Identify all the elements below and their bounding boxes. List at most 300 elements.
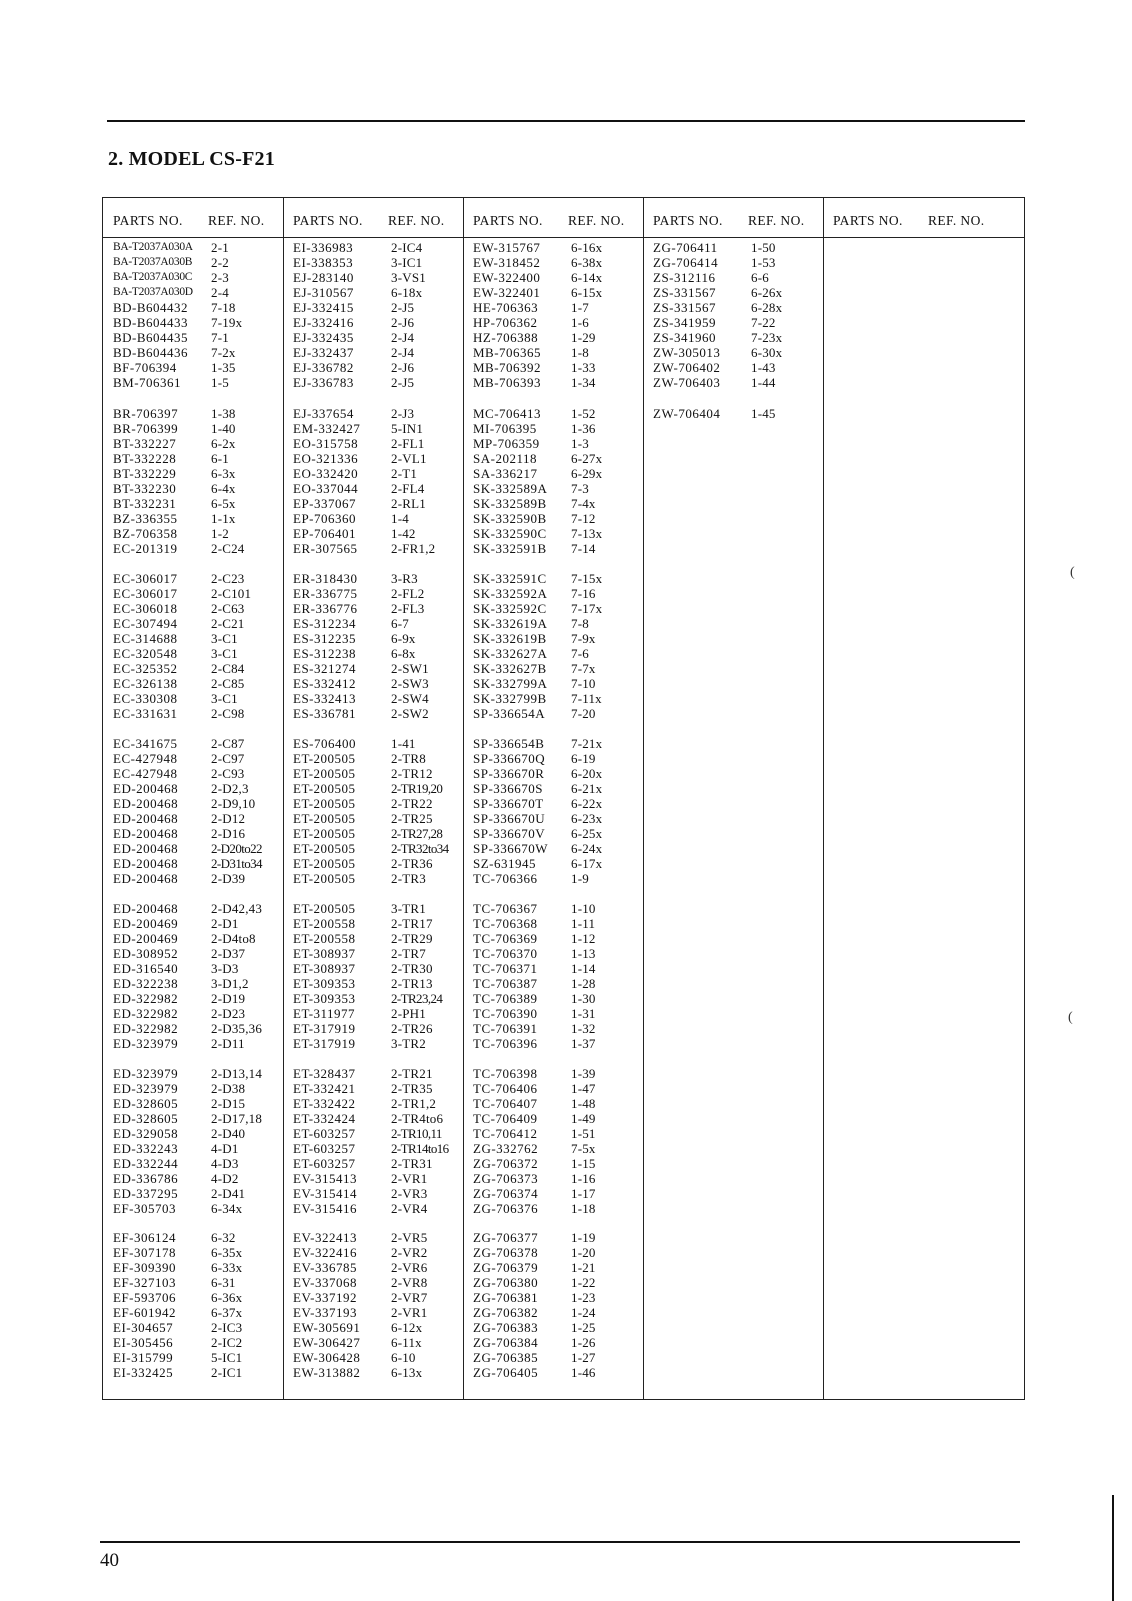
ref-number: 2-TR10,11 — [391, 1126, 442, 1141]
parts-number: SP-336670Q — [473, 751, 546, 766]
ref-number: 2-TR13 — [391, 976, 433, 991]
table-row — [103, 616, 283, 631]
ref-number: 2-TR21 — [391, 1066, 433, 1081]
table-row — [463, 1186, 643, 1201]
parts-number: ED-200468 — [113, 781, 179, 796]
parts-number: EW-313882 — [293, 1365, 361, 1380]
ref-number: 1-18 — [571, 1201, 596, 1216]
parts-number: ES-332412 — [293, 676, 356, 691]
ref-number: 6-30x — [751, 345, 783, 360]
ref-number: 2-VR7 — [391, 1290, 428, 1305]
parts-number: EM-332427 — [293, 421, 361, 436]
ref-number: 2-1 — [211, 240, 229, 255]
table-row — [103, 676, 283, 691]
ref-number: 6-7 — [391, 616, 409, 631]
parts-number: EC-306017 — [113, 571, 178, 586]
ref-number: 2-D19 — [211, 991, 246, 1006]
table-row — [283, 586, 463, 601]
table-row — [103, 1365, 283, 1380]
parts-number: EV-322413 — [293, 1230, 357, 1245]
parts-number: ES-312238 — [293, 646, 356, 661]
ref-number: 2-IC1 — [211, 1365, 243, 1380]
parts-number: ET-317919 — [293, 1021, 356, 1036]
table-row — [103, 1275, 283, 1290]
parts-number: ET-603257 — [293, 1141, 356, 1156]
row-group — [283, 901, 463, 1051]
parts-number: EV-315413 — [293, 1171, 357, 1186]
table-row — [463, 616, 643, 631]
parts-number: ED-316540 — [113, 961, 179, 976]
table-row — [283, 976, 463, 991]
parts-number: EI-315799 — [113, 1350, 174, 1365]
ref-number: 1-29 — [571, 330, 596, 345]
ref-number: 2-TR35 — [391, 1081, 433, 1096]
table-row — [463, 826, 643, 841]
table-row — [103, 345, 283, 360]
ref-number: 2-PH1 — [391, 1006, 426, 1021]
table-row — [463, 1320, 643, 1335]
table-row — [463, 631, 643, 646]
parts-number: TC-706391 — [473, 1021, 538, 1036]
ref-number: 2-VL1 — [391, 451, 427, 466]
table-row — [103, 1245, 283, 1260]
margin-mark: ( — [1070, 565, 1075, 580]
ref-number: 2-D20to22 — [211, 841, 262, 856]
ref-number: 1-16 — [571, 1171, 596, 1186]
parts-number: TC-706396 — [473, 1036, 538, 1051]
ref-number: 7-14 — [571, 541, 596, 556]
ref-number: 6-3x — [211, 466, 236, 481]
table-row — [463, 300, 643, 315]
parts-number: EP-706360 — [293, 511, 356, 526]
table-row — [103, 826, 283, 841]
ref-number: 1-52 — [571, 406, 596, 421]
table-row — [643, 330, 823, 345]
table-row — [463, 436, 643, 451]
parts-number: EJ-310567 — [293, 285, 354, 300]
parts-number: SK-332590B — [473, 511, 547, 526]
parts-number: BT-332227 — [113, 436, 177, 451]
ref-number: 6-2x — [211, 436, 236, 451]
ref-number: 2-D40 — [211, 1126, 246, 1141]
ref-number: 1-21 — [571, 1260, 596, 1275]
parts-number: EW-322400 — [473, 270, 541, 285]
parts-number: SK-332592A — [473, 586, 548, 601]
parts-number: ET-332421 — [293, 1081, 356, 1096]
parts-number: BR-706397 — [113, 406, 179, 421]
table-row — [283, 1096, 463, 1111]
row-group — [283, 240, 463, 390]
table-row — [283, 1111, 463, 1126]
table-row — [283, 1201, 463, 1216]
parts-number: EJ-332415 — [293, 300, 354, 315]
ref-number: 4-D2 — [211, 1171, 239, 1186]
table-row — [283, 796, 463, 811]
ref-number: 1-36 — [571, 421, 596, 436]
parts-number: SK-332799A — [473, 676, 548, 691]
ref-number: 2-TR30 — [391, 961, 433, 976]
parts-number: EF-305703 — [113, 1201, 176, 1216]
parts-number: TC-706367 — [473, 901, 538, 916]
table-row — [283, 706, 463, 721]
parts-number: ZG-706373 — [473, 1171, 539, 1186]
parts-number: ES-321274 — [293, 661, 356, 676]
ref-number: 7-15x — [571, 571, 603, 586]
table-row — [103, 781, 283, 796]
table-row — [103, 481, 283, 496]
ref-number: 2-C97 — [211, 751, 245, 766]
table-row — [103, 1081, 283, 1096]
ref-number: 2-C93 — [211, 766, 245, 781]
ref-number: 7-7x — [571, 661, 596, 676]
table-row — [463, 375, 643, 390]
table-row — [103, 511, 283, 526]
ref-number: 2-SW3 — [391, 676, 429, 691]
ref-number: 1-48 — [571, 1096, 596, 1111]
ref-number: 2-TR27,28 — [391, 826, 443, 841]
ref-number: 2-C24 — [211, 541, 245, 556]
table-row — [283, 1021, 463, 1036]
table-row — [103, 436, 283, 451]
ref-number: 7-12 — [571, 511, 596, 526]
ref-number: 2-J6 — [391, 360, 415, 375]
parts-number: ES-312235 — [293, 631, 356, 646]
parts-number: EF-327103 — [113, 1275, 176, 1290]
parts-number: BZ-706358 — [113, 526, 178, 541]
parts-number: ET-332424 — [293, 1111, 356, 1126]
table-row — [463, 330, 643, 345]
table-row — [103, 601, 283, 616]
parts-number: EC-307494 — [113, 616, 178, 631]
parts-number: ZG-706411 — [653, 240, 718, 255]
parts-number: ER-336776 — [293, 601, 358, 616]
margin-mark: ( — [1068, 1010, 1073, 1025]
header-parts-no: PARTS NO. — [833, 213, 903, 228]
ref-number: 2-C21 — [211, 616, 245, 631]
table-row — [103, 766, 283, 781]
table-row — [283, 1141, 463, 1156]
ref-number: 2-D2,3 — [211, 781, 249, 796]
ref-number: 6-15x — [571, 285, 603, 300]
ref-number: 6-36x — [211, 1290, 243, 1305]
table-row — [643, 270, 823, 285]
table-row — [283, 676, 463, 691]
parts-number: SK-332619B — [473, 631, 547, 646]
parts-number: ET-200558 — [293, 916, 356, 931]
table-row — [103, 466, 283, 481]
ref-number: 6-31 — [211, 1275, 236, 1290]
row-group — [103, 406, 283, 556]
ref-number: 6-18x — [391, 285, 423, 300]
ref-number: 2-VR5 — [391, 1230, 428, 1245]
ref-number: 1-40 — [211, 421, 236, 436]
table-row — [463, 601, 643, 616]
ref-number: 2-C87 — [211, 736, 245, 751]
table-row — [463, 496, 643, 511]
ref-number: 2-D1 — [211, 916, 239, 931]
ref-number: 2-IC2 — [211, 1335, 243, 1350]
table-row — [283, 1305, 463, 1320]
table-row — [103, 300, 283, 315]
table-row — [103, 421, 283, 436]
table-row — [283, 1350, 463, 1365]
ref-number: 2-TR4to6 — [391, 1111, 444, 1126]
parts-number: EI-332425 — [113, 1365, 174, 1380]
parts-number: EC-325352 — [113, 661, 178, 676]
row-group — [283, 1066, 463, 1216]
ref-number: 3-R3 — [391, 571, 418, 586]
table-row — [463, 1156, 643, 1171]
ref-number: 2-T1 — [391, 466, 418, 481]
parts-number: EC-330308 — [113, 691, 178, 706]
header-parts-no: PARTS NO. — [113, 213, 183, 228]
table-row — [463, 1036, 643, 1051]
table-row — [463, 916, 643, 931]
ref-number: 1-27 — [571, 1350, 596, 1365]
table-row — [283, 285, 463, 300]
ref-number: 2-IC4 — [391, 240, 423, 255]
parts-number: EW-318452 — [473, 255, 541, 270]
parts-number: TC-706370 — [473, 946, 538, 961]
ref-number: 1-42 — [391, 526, 416, 541]
ref-number: 2-2 — [211, 255, 229, 270]
parts-number: ZG-706383 — [473, 1320, 539, 1335]
table-row — [103, 856, 283, 871]
ref-number: 3-D1,2 — [211, 976, 249, 991]
table-row — [103, 706, 283, 721]
header-parts-no: PARTS NO. — [293, 213, 363, 228]
table-row — [283, 931, 463, 946]
ref-number: 1-44 — [751, 375, 776, 390]
table-row — [463, 736, 643, 751]
table-row — [643, 375, 823, 390]
column-divider — [823, 198, 824, 1399]
scan-edge-line — [1112, 1495, 1114, 1601]
ref-number: 2-D38 — [211, 1081, 246, 1096]
parts-number: ET-328437 — [293, 1066, 356, 1081]
parts-number: EV-315414 — [293, 1186, 357, 1201]
row-group — [283, 406, 463, 556]
ref-number: 4-D3 — [211, 1156, 239, 1171]
parts-number: BM-706361 — [113, 375, 182, 390]
parts-number: ET-308937 — [293, 961, 356, 976]
ref-number: 6-10 — [391, 1350, 416, 1365]
parts-number: SP-336670T — [473, 796, 544, 811]
table-row — [103, 1036, 283, 1051]
table-row — [103, 1156, 283, 1171]
ref-number: 1-24 — [571, 1305, 596, 1320]
parts-number: ZS-341960 — [653, 330, 716, 345]
table-row — [463, 1171, 643, 1186]
table-row — [283, 511, 463, 526]
ref-number: 2-J4 — [391, 345, 415, 360]
table-row — [463, 315, 643, 330]
table-row — [463, 421, 643, 436]
parts-number: ZG-706376 — [473, 1201, 539, 1216]
ref-number: 6-32 — [211, 1230, 236, 1245]
table-row — [283, 571, 463, 586]
parts-number: SP-336670W — [473, 841, 549, 856]
table-row — [463, 646, 643, 661]
ref-number: 1-13 — [571, 946, 596, 961]
ref-number: 2-VR2 — [391, 1245, 428, 1260]
table-row — [283, 646, 463, 661]
ref-number: 2-FL3 — [391, 601, 425, 616]
parts-number: EO-321336 — [293, 451, 359, 466]
table-row — [283, 1290, 463, 1305]
ref-number: 2-4 — [211, 285, 229, 300]
ref-number: 2-TR23,24 — [391, 991, 443, 1006]
parts-number: SA-202118 — [473, 451, 537, 466]
parts-number: EV-336785 — [293, 1260, 357, 1275]
ref-number: 6-16x — [571, 240, 603, 255]
ref-number: 2-TR36 — [391, 856, 433, 871]
table-row — [643, 406, 823, 421]
header-parts-no: PARTS NO. — [653, 213, 723, 228]
parts-number: ET-200505 — [293, 781, 356, 796]
parts-number: SK-332627B — [473, 661, 547, 676]
parts-number: ED-308952 — [113, 946, 179, 961]
table-row — [283, 781, 463, 796]
table-row — [643, 300, 823, 315]
table-row — [103, 796, 283, 811]
parts-number: ET-309353 — [293, 976, 356, 991]
ref-number: 2-SW1 — [391, 661, 429, 676]
table-row — [463, 511, 643, 526]
parts-number: ZW-706402 — [653, 360, 721, 375]
parts-number: ET-311977 — [293, 1006, 356, 1021]
ref-number: 2-VR1 — [391, 1171, 428, 1186]
row-group — [103, 240, 283, 390]
parts-number: MI-706395 — [473, 421, 537, 436]
table-row — [463, 931, 643, 946]
table-row — [463, 691, 643, 706]
table-row — [103, 931, 283, 946]
ref-number: 2-SW4 — [391, 691, 429, 706]
table-row — [103, 691, 283, 706]
ref-number: 2-FR1,2 — [391, 541, 436, 556]
table-row — [283, 736, 463, 751]
ref-number: 6-19 — [571, 751, 596, 766]
parts-number: ED-322982 — [113, 991, 179, 1006]
parts-number: ET-200505 — [293, 856, 356, 871]
ref-number: 6-25x — [571, 826, 603, 841]
table-row — [103, 811, 283, 826]
ref-number: 2-J6 — [391, 315, 415, 330]
parts-number: BA-T2037A030B — [113, 256, 193, 268]
parts-number: ES-332413 — [293, 691, 356, 706]
ref-number: 2-VR1 — [391, 1305, 428, 1320]
parts-number: EF-601942 — [113, 1305, 176, 1320]
table-row — [103, 240, 283, 255]
table-row — [463, 586, 643, 601]
ref-number: 6-33x — [211, 1260, 243, 1275]
parts-number: SK-332589B — [473, 496, 547, 511]
table-row — [283, 1156, 463, 1171]
ref-number: 2-TR7 — [391, 946, 426, 961]
ref-number: 6-35x — [211, 1245, 243, 1260]
table-row — [283, 436, 463, 451]
table-row — [463, 976, 643, 991]
parts-number: ED-200469 — [113, 916, 179, 931]
parts-number: EV-337068 — [293, 1275, 357, 1290]
parts-number: ZW-706403 — [653, 375, 721, 390]
table-row — [103, 571, 283, 586]
table-row — [463, 1230, 643, 1245]
parts-number: ZG-706379 — [473, 1260, 539, 1275]
ref-number: 3-C1 — [211, 631, 238, 646]
table-row — [463, 1350, 643, 1365]
table-row — [283, 270, 463, 285]
table-row — [463, 751, 643, 766]
table-row — [103, 901, 283, 916]
table-row — [643, 360, 823, 375]
ref-number: 1-28 — [571, 976, 596, 991]
parts-number: ED-322982 — [113, 1006, 179, 1021]
ref-number: 2-VR4 — [391, 1201, 428, 1216]
ref-number: 1-2 — [211, 526, 229, 541]
parts-number: SK-332619A — [473, 616, 548, 631]
ref-number: 7-1 — [211, 330, 229, 345]
ref-number: 1-22 — [571, 1275, 596, 1290]
parts-number: EJ-337654 — [293, 406, 354, 421]
table-row — [283, 451, 463, 466]
parts-number: ET-603257 — [293, 1126, 356, 1141]
table-row — [463, 360, 643, 375]
parts-number: HZ-706388 — [473, 330, 539, 345]
ref-number: 2-D15 — [211, 1096, 246, 1111]
ref-number: 7-16 — [571, 586, 596, 601]
table-row — [103, 1021, 283, 1036]
ref-number: 1-49 — [571, 1111, 596, 1126]
ref-number: 2-VR3 — [391, 1186, 428, 1201]
row-group — [463, 240, 643, 390]
row-group — [643, 240, 823, 390]
ref-number: 1-41 — [391, 736, 416, 751]
page-number: 40 — [100, 1550, 119, 1571]
table-row — [283, 751, 463, 766]
parts-number: ED-200468 — [113, 856, 179, 871]
parts-number: ED-337295 — [113, 1186, 179, 1201]
parts-number: ZG-706377 — [473, 1230, 539, 1245]
table-row — [103, 1230, 283, 1245]
parts-number: ET-200505 — [293, 871, 356, 886]
ref-number: 2-TR1,2 — [391, 1096, 437, 1111]
table-row — [103, 541, 283, 556]
table-row — [283, 766, 463, 781]
table-row — [283, 691, 463, 706]
parts-number: SK-332589A — [473, 481, 548, 496]
parts-number: TC-706366 — [473, 871, 538, 886]
parts-number: ZW-706404 — [653, 406, 721, 421]
row-group — [463, 571, 643, 721]
parts-number: BD-B604436 — [113, 345, 189, 360]
table-row — [283, 1365, 463, 1380]
table-row — [283, 481, 463, 496]
table-row — [103, 375, 283, 390]
table-row — [103, 526, 283, 541]
parts-number: EF-307178 — [113, 1245, 176, 1260]
table-row — [103, 315, 283, 330]
row-group — [463, 901, 643, 1051]
table-row — [283, 1126, 463, 1141]
table-row — [103, 1171, 283, 1186]
table-row — [103, 496, 283, 511]
table-row — [463, 541, 643, 556]
ref-number: 6-17x — [571, 856, 603, 871]
ref-number: 2-D9,10 — [211, 796, 256, 811]
table-row — [643, 345, 823, 360]
